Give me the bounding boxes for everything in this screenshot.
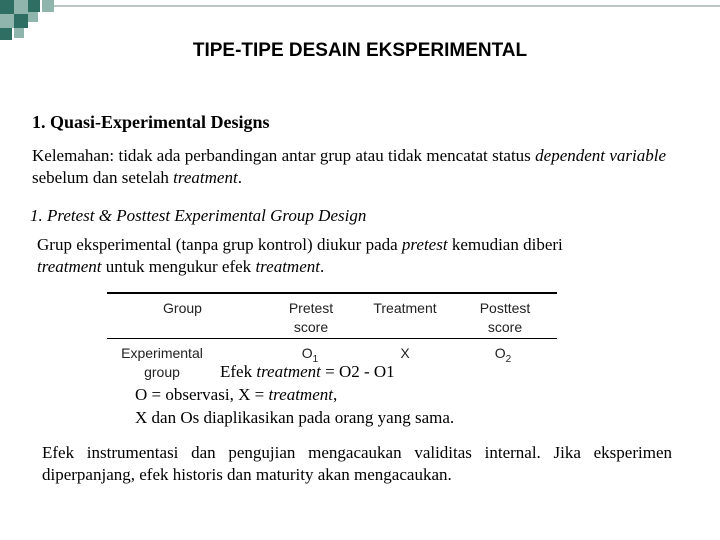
applied-note: X dan Os diaplikasikan pada orang yang sama. bbox=[135, 408, 455, 427]
table-cell-posttest bbox=[478, 344, 528, 369]
decor-square-6 bbox=[28, 12, 38, 22]
decor-square-2 bbox=[14, 0, 28, 14]
weakness-italic-2: treatment bbox=[173, 168, 238, 187]
table-top-rule bbox=[107, 292, 557, 294]
design-name: 1. Pretest & Posttest Experimental Group Design bbox=[30, 206, 367, 225]
decor-square-5 bbox=[14, 14, 28, 28]
weakness-middle: sebelum dan setelah bbox=[32, 168, 174, 187]
section-heading: 1. Quasi-Experimental Designs bbox=[32, 112, 270, 132]
posttest-subscript: 2 bbox=[505, 354, 512, 365]
observation-prefix: O = observasi, X = bbox=[135, 385, 269, 404]
effect-suffix: = O2 - O1 bbox=[320, 362, 395, 381]
pretest-subscript: 1 bbox=[312, 354, 319, 365]
decor-square-8 bbox=[14, 28, 24, 38]
posttest-o: O bbox=[494, 345, 506, 361]
observation-legend bbox=[135, 384, 337, 406]
decor-square-3 bbox=[28, 0, 40, 12]
weakness-text bbox=[32, 145, 666, 189]
table-header-group: Group bbox=[163, 300, 202, 316]
desc-italic-2: treatment bbox=[37, 257, 102, 276]
page-title: TIPE-TIPE DESAIN EKSPERIMENTAL bbox=[192, 40, 528, 61]
decor-square-9 bbox=[42, 0, 54, 12]
desc-part-2: kemudian diberi bbox=[447, 235, 563, 254]
effect-prefix: Efek bbox=[220, 362, 257, 381]
table-header-pretest: Pretest score bbox=[288, 300, 334, 335]
weakness-prefix: Kelemahan: tidak ada perbandingan antar grup atau tidak mencatat status bbox=[32, 146, 536, 165]
table-cell-group: Experimental group bbox=[121, 345, 203, 380]
table-header-treatment: Treatment bbox=[373, 300, 437, 316]
desc-part-4: . bbox=[319, 257, 325, 276]
observation-italic: treatment bbox=[268, 385, 333, 404]
design-description bbox=[37, 234, 677, 278]
decor-square-4 bbox=[0, 14, 14, 28]
decor-square-1 bbox=[0, 0, 14, 14]
desc-italic-3: treatment bbox=[255, 257, 320, 276]
desc-part-1: Grup eksperimental (tanpa grup kontrol) diukur pada bbox=[37, 235, 402, 254]
table-header-rule bbox=[107, 338, 557, 339]
observation-suffix: , bbox=[332, 385, 338, 404]
weakness-italic: dependent variable bbox=[535, 146, 667, 165]
closing-paragraph: Efek instrumentasi dan pengujian mengacaukan validitas internal. Jika eksperimen diperpanjang, efek historis dan maturity akan mengacaukan. bbox=[42, 443, 672, 484]
desc-part-3: untuk mengukur efek bbox=[101, 257, 256, 276]
effect-italic: treatment bbox=[256, 362, 321, 381]
header-bar bbox=[54, 5, 720, 7]
pretest-o: O bbox=[301, 345, 313, 361]
effect-formula bbox=[220, 361, 395, 383]
table-cell-treatment: X bbox=[400, 345, 410, 361]
desc-italic-1: pretest bbox=[401, 235, 448, 254]
table-header-posttest: Posttest score bbox=[479, 300, 531, 335]
weakness-suffix: . bbox=[237, 168, 242, 187]
decor-square-7 bbox=[0, 28, 12, 40]
